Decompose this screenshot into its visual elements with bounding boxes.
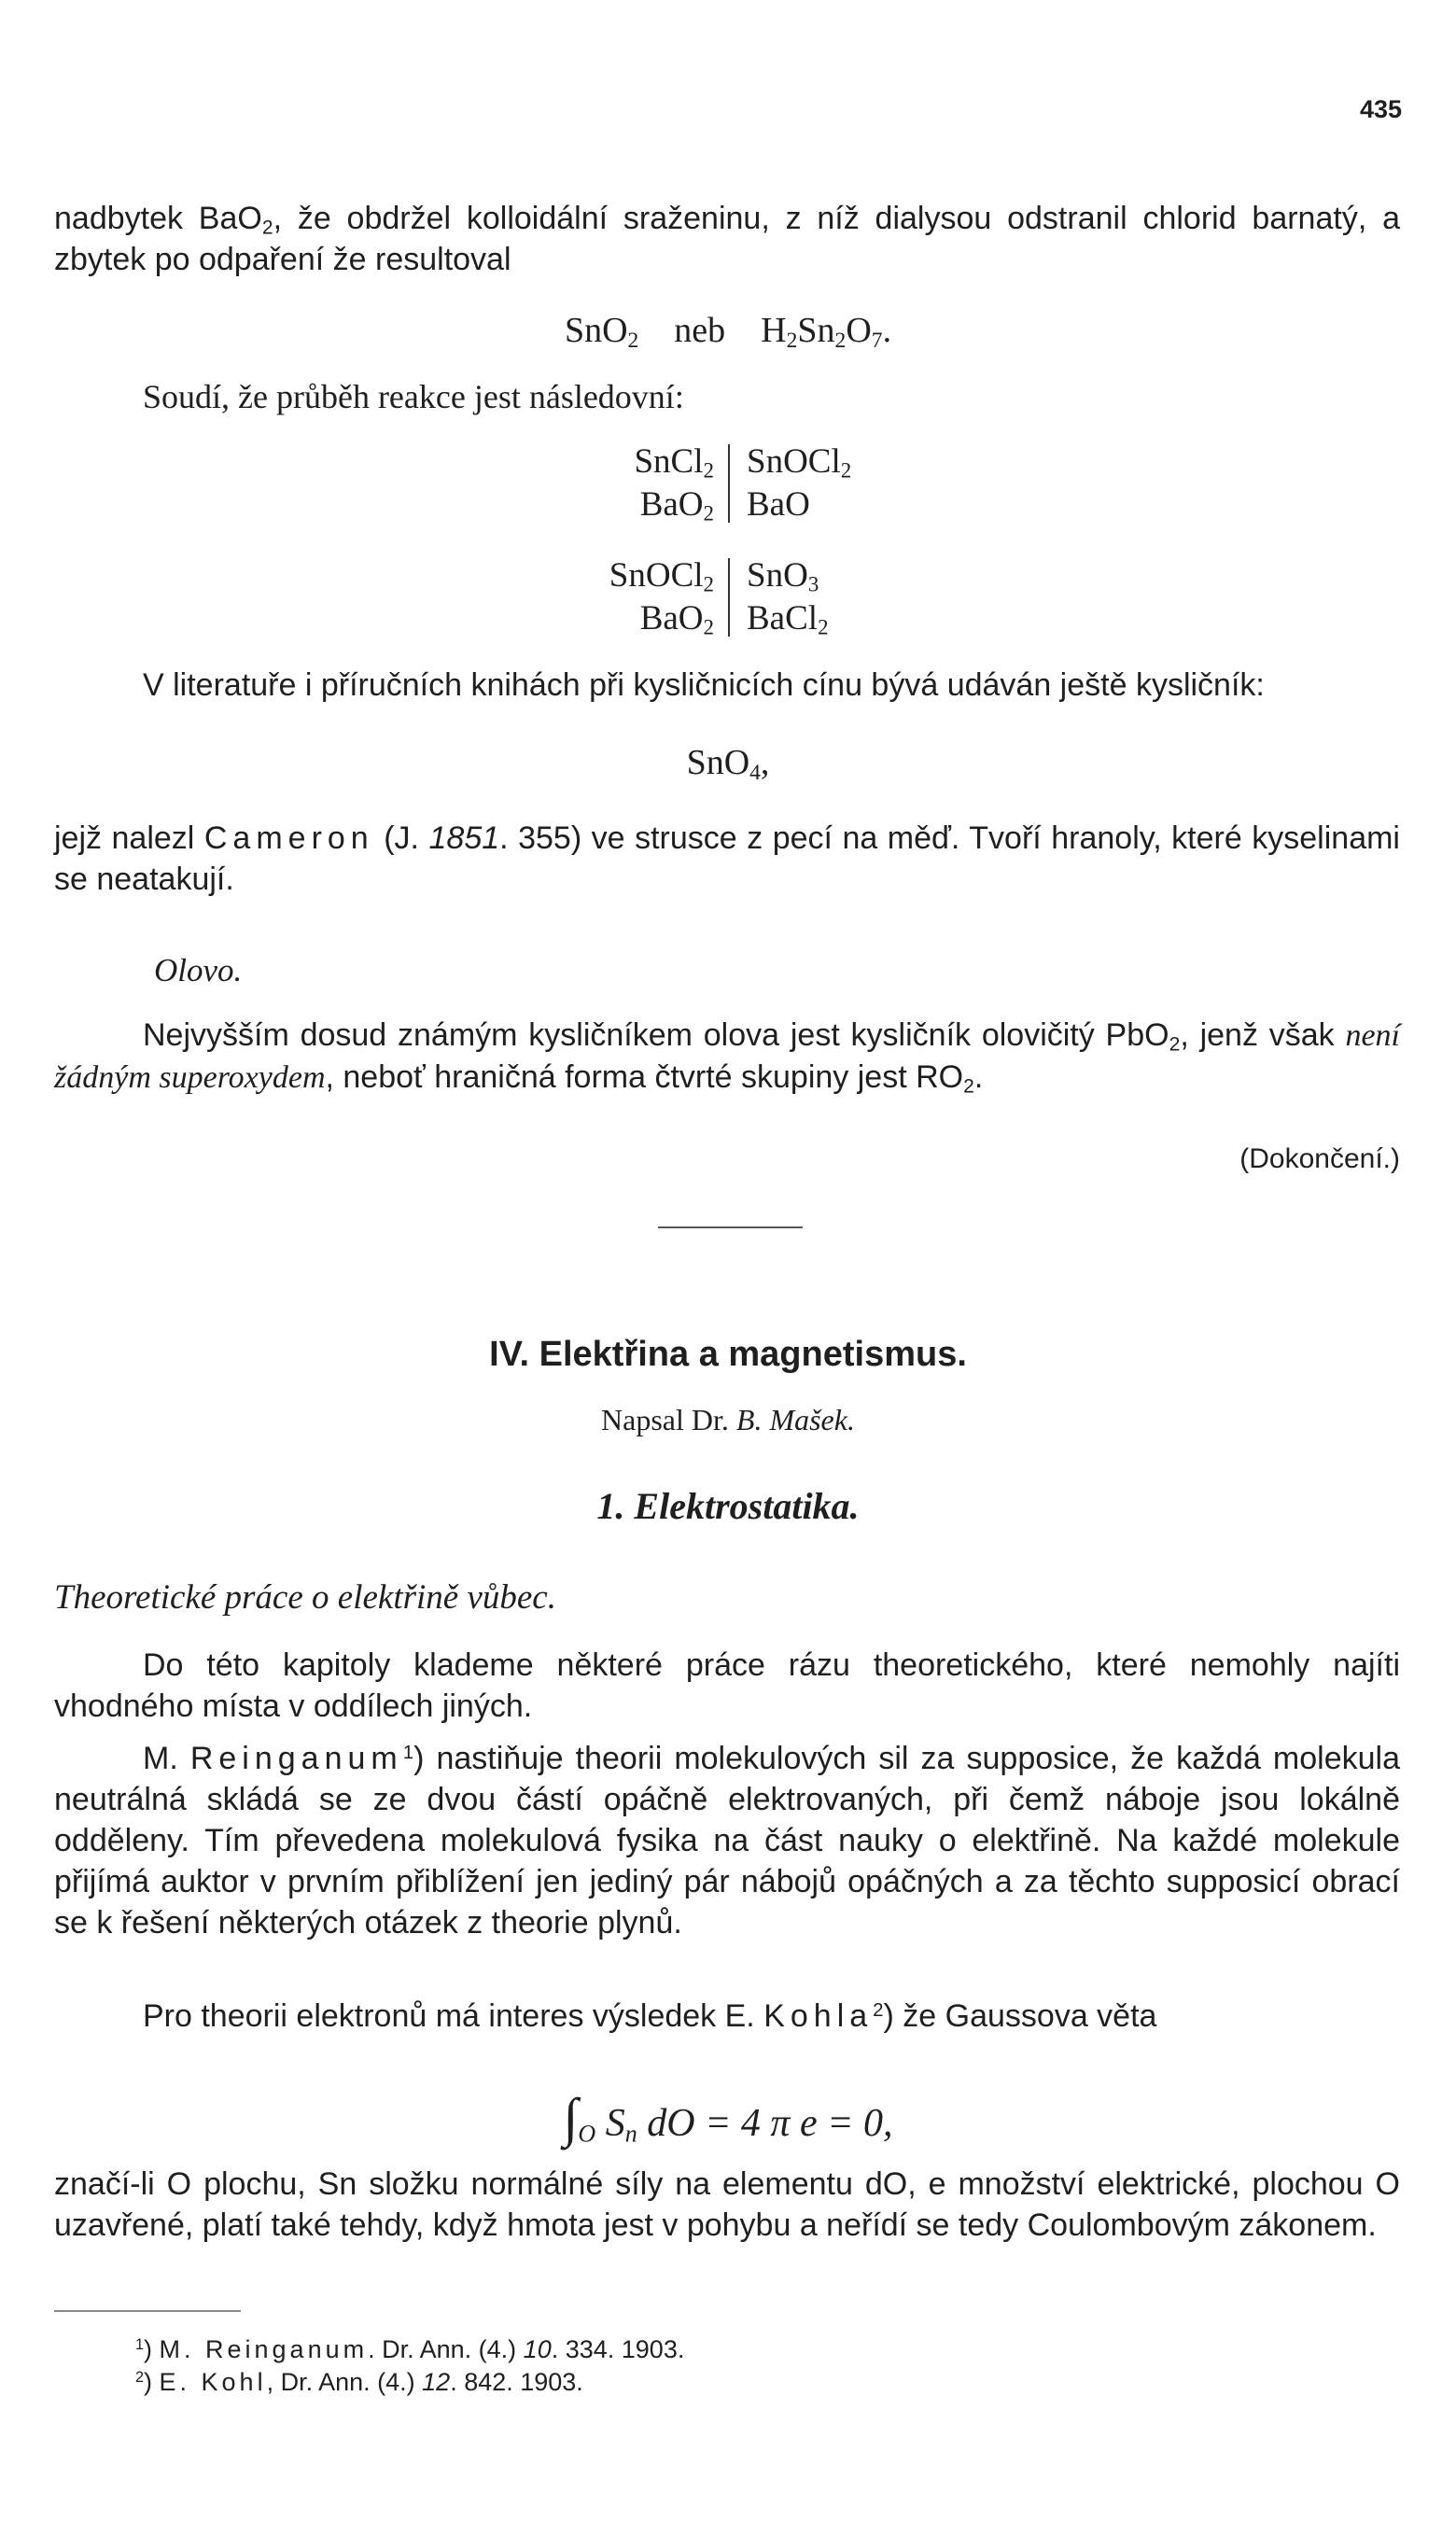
footnote-rule [54,2310,241,2312]
paragraph-cameron: jejž nalezl Cameron (J. 1851. 355) ve strusce z pecí na měď. Tvoří hranoly, které kyselinami se neatakují. [54,820,1400,897]
footnote-1: $^1$) M. Reinganum. Dr. Ann. (4.) 10. 334. 1903. [135,2335,685,2363]
paragraph-definitions: značí-li O plochu, Sn složku normálné síly na elementu dO, e množství elektrické, plochou O uzavřené, platí také tehdy, když hmota jest v pohybu a neřídí se tedy Coulombovým zákonem. [54,2166,1400,2243]
paragraph-reinganum: M. Reinganum$^1$) nastiňuje theorii molekulových sil za supposice, že každá molekula neutrálná skládá se ze dvou částí opáčně elektrovaných, při čemž náboje jsou lokálně odděleny. Tím převedena molekulová fysika na část nauky o elektřině. Na každé molekule přijímá auktor v prvním přiblížení jen jediný pár nábojů opáčných a za těchto supposicí obrací se k řešení některých otázek z theorie plynů. [54,1741,1400,1941]
olovo-heading: Olovo. [154,952,243,988]
paragraph-bao2: nadbytek BaO$_2$, že obdržel kolloidální sraženinu, z níž dialysou odstranil chlorid barnatý, a zbytek po odpaření že resultoval [54,201,1400,277]
page: 435 nadbytek BaO$_2$, že obdržel kolloidální sraženinu, z níž dialysou odstranil chlorid barnatý, a zbytek po odpaření že resultoval SnO$_2$ neb $H_2Sn_2O_7$. Soudí, že průběh reakce jest následovní: SnCl$_2$ BaO$_2$ SnOCl$_2$ BaO SnOCl$_2$ BaO$_2$ SnO$_3$ BaCl$_2$ V literatuře i příručních knihách při kysličnicích cínu bývá udáván ještě kysličník: SnO$_4$, jejž nalezl Cameron (J. 1851. 355) ve strusce z pecí na měď. Tvoří hranoly, které kyselinami se neatakují. Olovo. Nejvyšším dosud známým kysličníkem olova jest kysličník olovičitý PbO$_2$, jenž však není žádným superoxydem, neboť hraničná forma čtvrté skupiny jest $RO_2$. (Dokončení.) IV. Elektřina a magnetismus. Napsal Dr. B. Mašek. 1. Elektrostatika. Theoretické práce o elektřině vůbec. Do této kapitoly klademe některé práce rázu theoretického, které nemohly najíti vhodného místa v oddílech jiných. M. Reinganum$^1$) nastiňuje theorii molekulových sil za supposice, že každá molekula neutrálná skládá se ze dvou částí opáčně elektrovaných, při čemž náboje jsou lokálně odděleny. Tím převedena molekulová fysika na část nauky o elektřině. Na každé molekule přijímá auktor v prvním přiblížení jen jediný pár nábojů opáčných a za těchto supposicí obrací se k řešení některých otázek z theorie plynů. Pro theorii elektronů má interes výsledek E. Kohla$^2$) že Gaussova věta $\int_O$ $S_n$ dO = 4 π e = 0, značí-li O plochu, Sn složku normálné síly na elementu dO, e množství elektrické, plochou O uzavřené, platí také tehdy, když hmota jest v pohybu a neřídí se tedy Coulombovým zákonem. $^1$) M. Reinganum. Dr. Ann. (4.) 10. 334. 1903. $^2$) E. Kohl, Dr. Ann. (4.) 12. 842. 1903. [0,0,1456,2536]
formula-sno2: SnO$_2$ neb $H_2Sn_2O_7$. [564,311,892,353]
paragraph-reaction-intro: Soudí, že průběh reakce jest následovní: [143,378,684,415]
author-line: Napsal Dr. B. Mašek. [601,1403,855,1436]
formula-gauss: $\int_O$ $S_n$ dO = 4 π e = 0, [563,2087,893,2148]
footnote-2: $^2$) E. Kohl, Dr. Ann. (4.) 12. 842. 1903. [135,2368,583,2396]
paragraph-chapter-intro: Do této kapitoly klademe některé práce rázu theoretického, které nemohly najíti vhodného místa v oddílech jiných. [54,1647,1400,1724]
section-title: 1. Elektrostatika. [596,1485,860,1527]
continued-note: (Dokončení.) [1239,1143,1400,1174]
section-divider [658,1226,803,1228]
chapter-title: IV. Elektřina a magnetismus. [489,1335,967,1374]
paragraph-kohl: Pro theorii elektronů má interes výsledek E. Kohla$^2$) že Gaussova věta [143,1998,1157,2034]
paragraph-olovo: Nejvyšším dosud známým kysličníkem olova jest kysličník olovičitý PbO$_2$, jenž však není žádným superoxydem, neboť hraničná forma čtvrté skupiny jest $RO_2$. [54,1017,1400,1098]
reaction-divider [728,558,730,637]
formula-sno4: SnO$_4$, [686,743,770,785]
paragraph-literature: V literatuře i příručních knihách při kysličnicích cínu bývá udáván ještě kysličník: [143,667,1265,703]
reaction-divider [728,444,730,523]
page-number: 435 [1359,95,1402,123]
subsection-title: Theoretické práce o elektřině vůbec. [54,1578,556,1617]
